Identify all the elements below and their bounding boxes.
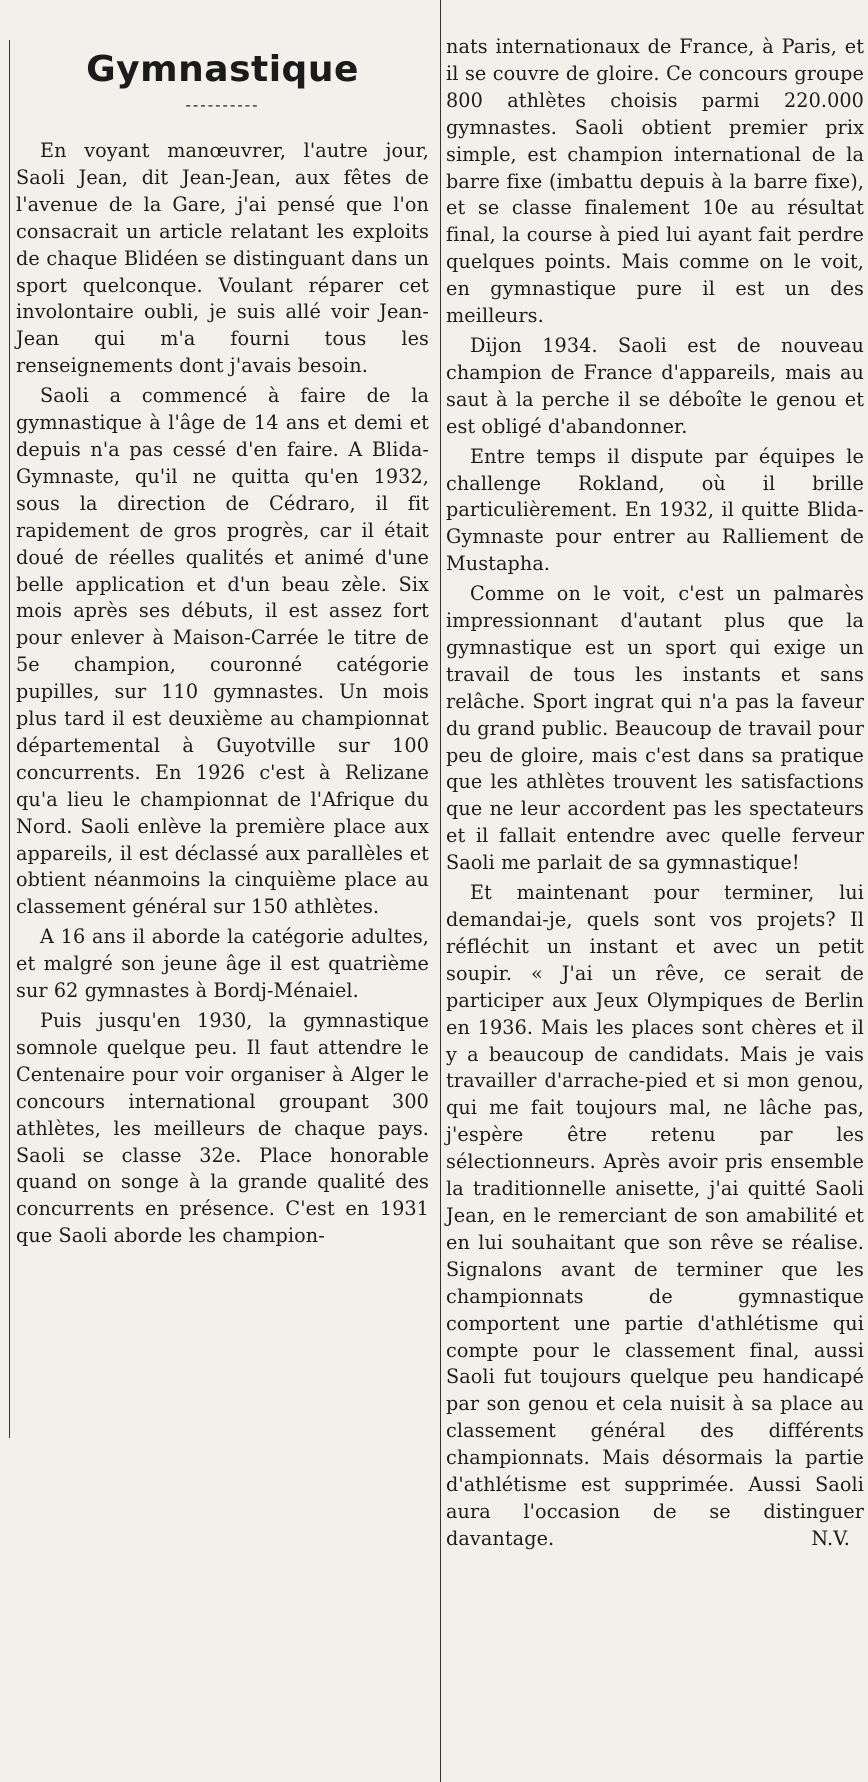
title-separator: ---------- <box>185 95 260 114</box>
paragraph: En voyant manœuvrer, l'autre jour, Saoli Jean, dit Jean-Jean, aux fêtes de l'avenue de la Gare, j'ai pensé que l'on consacrait un article relatant les exploits de chaque Blidéen se distinguant dans un sport quelconque. Voulant réparer cet involontaire oubli, je suis allé voir Jean-Jean qui m'a fourni tous les renseignements dont j'avais besoin. <box>16 139 429 378</box>
paragraph: Puis jusqu'en 1930, la gymnastique somnole quelque peu. Il faut attendre le Centenaire pour voir organiser à Alger le concours international groupant 300 athlètes, les meilleurs de chaque pays. Saoli se classe 32e. Place honorable quand on songe à la grande qualité des concurrents en présence. C'est en 1931 que Saoli aborde les champion- <box>16 1009 429 1248</box>
paragraph: Et maintenant pour terminer, lui demandai-je, quels sont vos projets? Il réfléchit un instant et avec un petit soupir. « J'ai un rêve, ce serait de participer aux Jeux Olympiques de Berlin en 1936. Mais les places sont chères et il y a beaucoup de candidats. Mais je vais travailler d'arrache-pied et si mon genou, qui me fait toujours mal, ne lâche pas, j'espère être retenu par les sélectionneurs. Après avoir pris ensemble la traditionnelle anisette, j'ai quitté Saoli Jean, en le remerciant de son amabilité et en lui souhaitant que son rêve se réalise. Signalons avant de terminer que les championnats de gymnastique comportent une partie d'athlétisme qui compte pour le classement final, aussi Saoli fut toujours quelque peu handicapé par son genou et cela nuisit à sa place au classement général des différents championnats. Mais désormais la partie d'athlétisme est supprimée. Aussi Saoli aura l'occasion de se distinguer davantage. <box>446 881 864 1550</box>
left-column-rule <box>9 40 10 1438</box>
paragraph: Comme on le voit, c'est un palmarès impressionnant d'autant plus que la gymnastique est un sport qui exige un travail de tous les instants et sans relâche. Sport ingrat qui n'a pas la faveur du grand public. Beaucoup de travail pour peu de gloire, mais c'est dans sa pratique que les athlètes trouvent les satisfactions que ne leur accordent pas les spectateurs et il fallait entendre avec quelle ferveur Saoli me parlait de sa gymnastique! <box>446 582 864 875</box>
article-column-2 <box>446 34 864 1553</box>
paragraph: A 16 ans il aborde la catégorie adultes, et malgré son jeune âge il est quatrième sur 62 gymnastes à Bordj-Ménaiel. <box>16 925 429 1003</box>
paragraph: Dijon 1934. Saoli est de nouveau champion de France d'appareils, mais au saut à la perche il se déboîte le genou et est obligé d'abandonner. <box>446 333 864 438</box>
paragraph: nats internationaux de France, à Paris, et il se couvre de gloire. Ce concours groupe 800 athlètes choisis parmi 220.000 gymnastes. Saoli obtient premier prix simple, est champion international de la barre fixe (imbattu depuis à la barre fixe), et se classe finalement 10e au résultat final, la course à pied lui ayant fait perdre quelques points. Mais comme on le voit, en gymnastique pure il est un des meilleurs. <box>446 35 864 328</box>
paragraph: Saoli a commencé à faire de la gymnastique à l'âge de 14 ans et demi et depuis n'a pas cessé d'en faire. A Blida-Gymnaste, qu'il ne quitta qu'en 1932, sous la direction de Cédraro, il fit rapidement de gros progrès, car il était doué de réelles qualités et animé d'une belle application et d'un beau zèle. Six mois après ses débuts, il est assez fort pour enlever à Maison-Carrée le titre de 5e champion, couronné catégorie pupilles, sur 110 gymnastes. Un mois plus tard il est deuxième au championnat départemental à Guyotville sur 100 concurrents. En 1926 c'est à Relizane qu'a lieu le championnat de l'Afrique du Nord. Saoli enlève la première place aux appareils, il est déclassé aux parallèles et obtient néanmoins la cinquième place au classement général sur 150 athlètes. <box>16 384 429 919</box>
paragraph: Entre temps il dispute par équipes le challenge Rokland, où il brille particulièrement. En 1932, il quitte Blida-Gymnaste pour entrer au Ralliement de Mustapha. <box>446 444 864 576</box>
article-title: Gymnastique <box>86 49 359 90</box>
signature: N.V. <box>811 1526 850 1550</box>
article-column-1 <box>16 138 429 1250</box>
column-divider-rule <box>440 0 441 1782</box>
